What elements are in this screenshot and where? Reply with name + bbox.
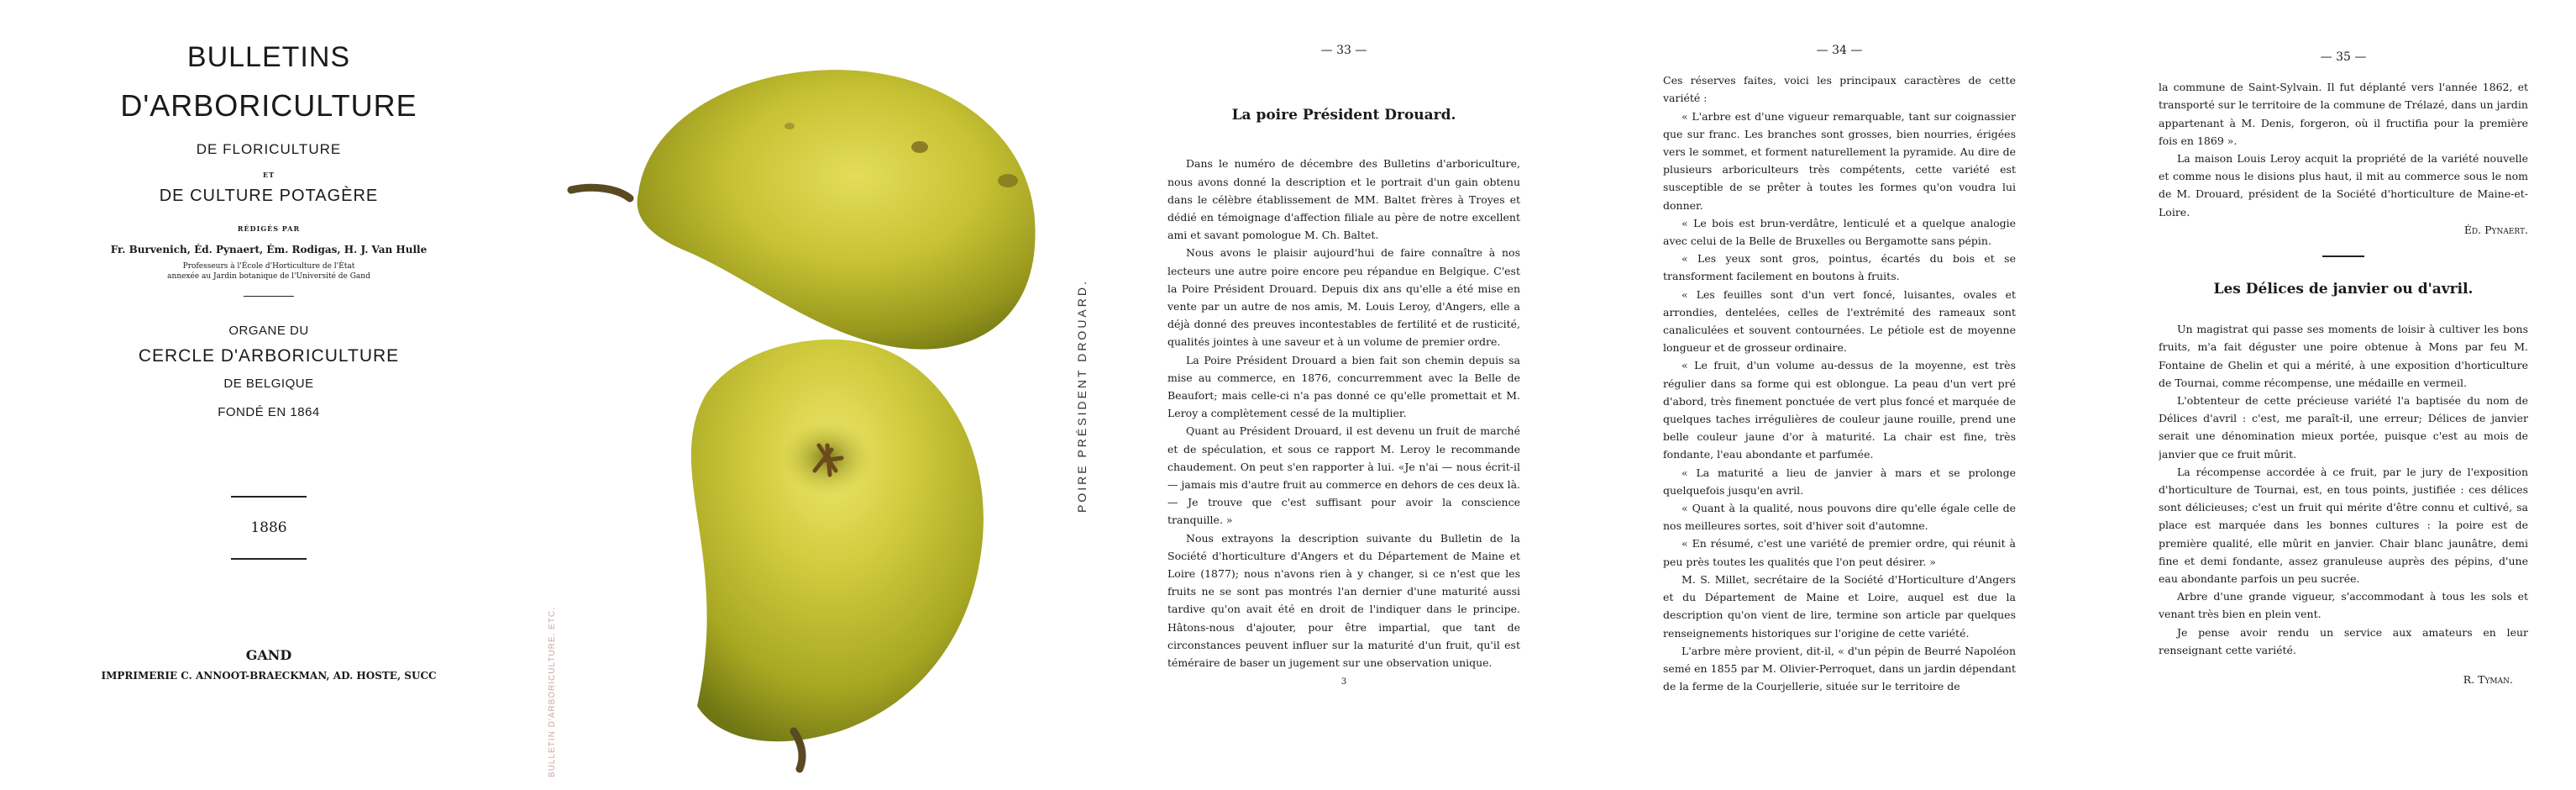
page-35 [2159,0,2528,790]
page-number-34: — 34 — [1816,44,1863,57]
p34-para-2: « L'arbre est d'une vigueur remarquable, tant sur coignassier que sur franc. Les branches sont grosses, bien nourries, érigées vers le sommet, et forment naturellement la pyramide. Au dire de plusieurs arboriculteurs très compétents, cette variété est susceptible de se prêter à toutes les formes qu'on voudra lui donner. [1663,109,2016,212]
year-rule-top [231,496,307,498]
p34-para-5: « Les feuilles sont d'un vert foncé, luisantes, ovales et arrondies, dentelées, celles de l'extrémité des rameaux sont canaliculées et souvent contournées. Le pétiole est de moyenne longueur et de grosseur ordinaire. [1663,287,2016,355]
page-number-35: — 35 — [2320,50,2367,64]
p35-para-4: L'obtenteur de cette précieuse variété l'a baptisée du nom de Délices d'avril : c'est, me paraît-il, une erreur; Délices de janvier serait une dénomination mieux portée, puisque c'est au mois de janvier que ce fruit mûrit. [2159,394,2528,461]
p34-para-1: Ces réserves faites, voici les principaux caractères de cette variété : [1663,74,2016,105]
p34-para-9: « En résumé, c'est une variété de premier ordre, qui réunit à peu près toutes les qualités que l'on peut désirer. » [1663,537,2016,568]
p34-para-10: M. S. Millet, secrétaire de la Société d'Horticulture d'Angers et du Département de Maine et Loire, auquel est due la description qu'on vient de lire, termine son article par quelques renseignements historiques sur l'origine de cette variété. [1663,572,2016,640]
p35-para-2: La maison Louis Leroy acquit la propriété de la variété nouvelle et comme nous le disions plus haut, il mit au commerce sous le nom de M. Drouard, président de la Société d'horticulture de Maine-et-Loire. [2159,152,2528,219]
pear-illustration [538,0,1125,790]
bottom-pear [691,340,984,769]
p33-para-5: Nous extrayons la description suivante du Bulletin de la Société d'horticulture d'Angers et du Département de Maine et Loire (1877); nous n'avons rien à y changer, si ce n'est que les fruits ne se sont pas montrés l'an dernier d'une maturité aussi tardive qu'on avait été en droit de l'indiquer dans le principe. Hâtons-nous d'ajouter, pour être impartial, que tant de circonstances peuvent influer sur la maturité d'un fruit, qu'il est téméraire de baser un jugement sur une observation unique. [1167,531,1520,670]
p33-para-4: Quant au Président Drouard, il est devenu un fruit de marché et de spéculation, et sous ce rapport M. Leroy le recommande chaudement. On peut s'en rapporter à lui. «Je n'ai — nous écrit-il — jamais mis d'autre fruit au commerce en dehors de ces deux là. — Je trouve que c'est suffisant pour avoir la conscience tranquille. » [1167,424,1520,527]
p35-para-6: Arbre d'une grande vigueur, s'accommodant à tous les sols et venant très bien en plein vent. [2159,590,2528,621]
cercle-arboriculture: CERCLE D'ARBORICULTURE [138,346,400,366]
title-culture-potagere: DE CULTURE POTAGÈRE [159,187,379,205]
signature-mark: 3 [1340,677,1347,687]
p34-para-11: L'arbre mère provient, dit-il, « d'un pépin de Beurré Napoléon semé en 1855 par M. Olivier-Perroquet, dans un jardin dépendant de la ferme de la Courjellerie, située sur le territoire de [1663,644,2016,693]
professors-line-1: Professeurs à l'École d'Horticulture de l'État [182,262,355,271]
title-bulletins: BULLETINS [186,41,351,73]
p33-para-1: Dans le numéro de décembre des Bulletins d'arboriculture, nous avons donné la description et le portrait d'un gain obtenu dans le célèbre établissement de MM. Baltet frères à Troyes et dédié en témoignage d'affection filiale au père de notre excellent ami et savant pomologue M. Ch. Baltet. [1167,157,1520,242]
de-belgique: DE BELGIQUE [223,377,314,391]
p34-para-8: « Quant à la qualité, nous pouvons dire qu'elle égale celle de nos meilleures sortes, soit d'hiver soit d'automne. [1663,502,2016,533]
page-33 [1167,0,1520,790]
p35-para-1: la commune de Saint-Sylvain. Il fut déplanté vers l'année 1862, et transporté sur le territoire de la commune de Trélazé, dans un jardin appartenant à M. Denis, forgeron, où il fructifia pour la première fois en 1869 ». [2159,81,2528,147]
page-number-33: — 33 — [1320,44,1367,57]
title-et: ET [262,171,275,179]
title-floriculture: DE FLORICULTURE [196,141,342,157]
top-pear [571,70,1036,349]
page-34 [1663,0,2016,790]
professors-line-2: annexée au Jardin botanique de l'Université de Gand [167,272,370,281]
pear-plate: POIRE PRÉSIDENT DROUARD. BULLETIN D'ARBORICULTURE, ETC. [538,0,1125,790]
bottom-pear-stem [794,731,802,769]
p34-para-4: « Les yeux sont gros, pointus, écartés du bois et se transforment facilement en boutons à fruits. [1663,252,2016,283]
year-rule-bottom [231,558,307,560]
article-title-delices: Les Délices de janvier ou d'avril. [2213,281,2474,298]
p34-para-7: « La maturité a lieu de janvier à mars et se prolonge quelquefois jusqu'en avril. [1663,466,2016,497]
year: 1886 [250,519,287,536]
p33-para-2: Nous avons le plaisir aujourd'hui de faire connaître à nos lecteurs une autre poire encore peu répandue en Belgique. C'est la Poire Président Drouard. Depuis dix ans qu'elle a été mise en vente par un autre de nos amis, M. Louis Leroy, d'Angers, elle a déjà donné des preuves incontestables de fertilité et de rusticité, qualités jointes à une saveur et à un volume de premier ordre. [1167,246,1520,349]
redige-par: RÉDIGÉS PAR [237,224,301,233]
city: GAND [245,647,292,663]
top-pear-stem [571,187,630,198]
section-divider [2322,255,2364,257]
p35-para-5: La récompense accordée à ce fruit, par le jury de l'exposition d'horticulture de Tournai, est, en tous points, justifiée : ces délices sont délicieuses; c'est un fruit qui mérite d'être connu et cultivé, sa place est marquée dans les bonnes cultures : la poire est de première qualité, elle mûrit en janvier. Chair blanc jaunâtre, demi fine et demi fondante, assez granuleuse auprès des pépins, d'une eau abondante parfois un peu sucrée. [2159,465,2528,586]
divider-short [244,296,294,297]
p34-para-3: « Le bois est brun-verdâtre, lenticulé et a quelque analogie avec celui de la Belle de Bruxelles ou Bergamotte sans pépin. [1663,216,2016,248]
p35-para-7: Je pense avoir rendu un service aux amateurs en leur renseignant cette variété. [2159,625,2528,656]
title-arboriculture: D'ARBORICULTURE [120,88,417,123]
fonde-en: FONDÉ EN 1864 [218,405,320,419]
signature-tyman: R. Tyman. [2463,673,2513,687]
p35-para-3: Un magistrat qui passe ses moments de loisir à cultiver les bons fruits, m'a fait déguster une poire obtenue à Mons par feu M. Fontaine de Ghelin et qui a mérité, à une exposition d'horticulture de Tournai, comme récompense, une médaille en vermeil. [2159,323,2528,389]
title-page [0,0,538,790]
organe-du: ORGANE DU [228,324,309,338]
authors: Fr. Burvenich, Éd. Pynaert, Ém. Rodigas, H. J. Van Hulle [110,244,428,255]
article-title-drouard: La poire Président Drouard. [1231,107,1456,124]
signature-pynaert: Éd. Pynaert. [2463,223,2528,236]
p33-para-3: La Poire Président Drouard a bien fait son chemin depuis sa mise au commerce, en 1876, concurremment avec la Belle de Beaufort; mais celle-ci n'a pas donné ce qu'elle promettait et M. Leroy a complètement cessé de la multiplier. [1167,353,1520,420]
p34-para-6: « Le fruit, d'un volume au-dessus de la moyenne, est très régulier dans sa forme qui est oblongue. La peau d'un vert pré d'abord, très finement ponctuée de vert plus foncé et marquée de quelques taches irrégulières de couleur jaune rouille, prend une belle couleur jaune d'or à maturité. La chair est fine, très fondante, l'eau abondante et parfumée. [1663,359,2016,461]
printer: IMPRIMERIE C. ANNOOT-BRAECKMAN, AD. HOSTE, SUCC [101,670,437,682]
